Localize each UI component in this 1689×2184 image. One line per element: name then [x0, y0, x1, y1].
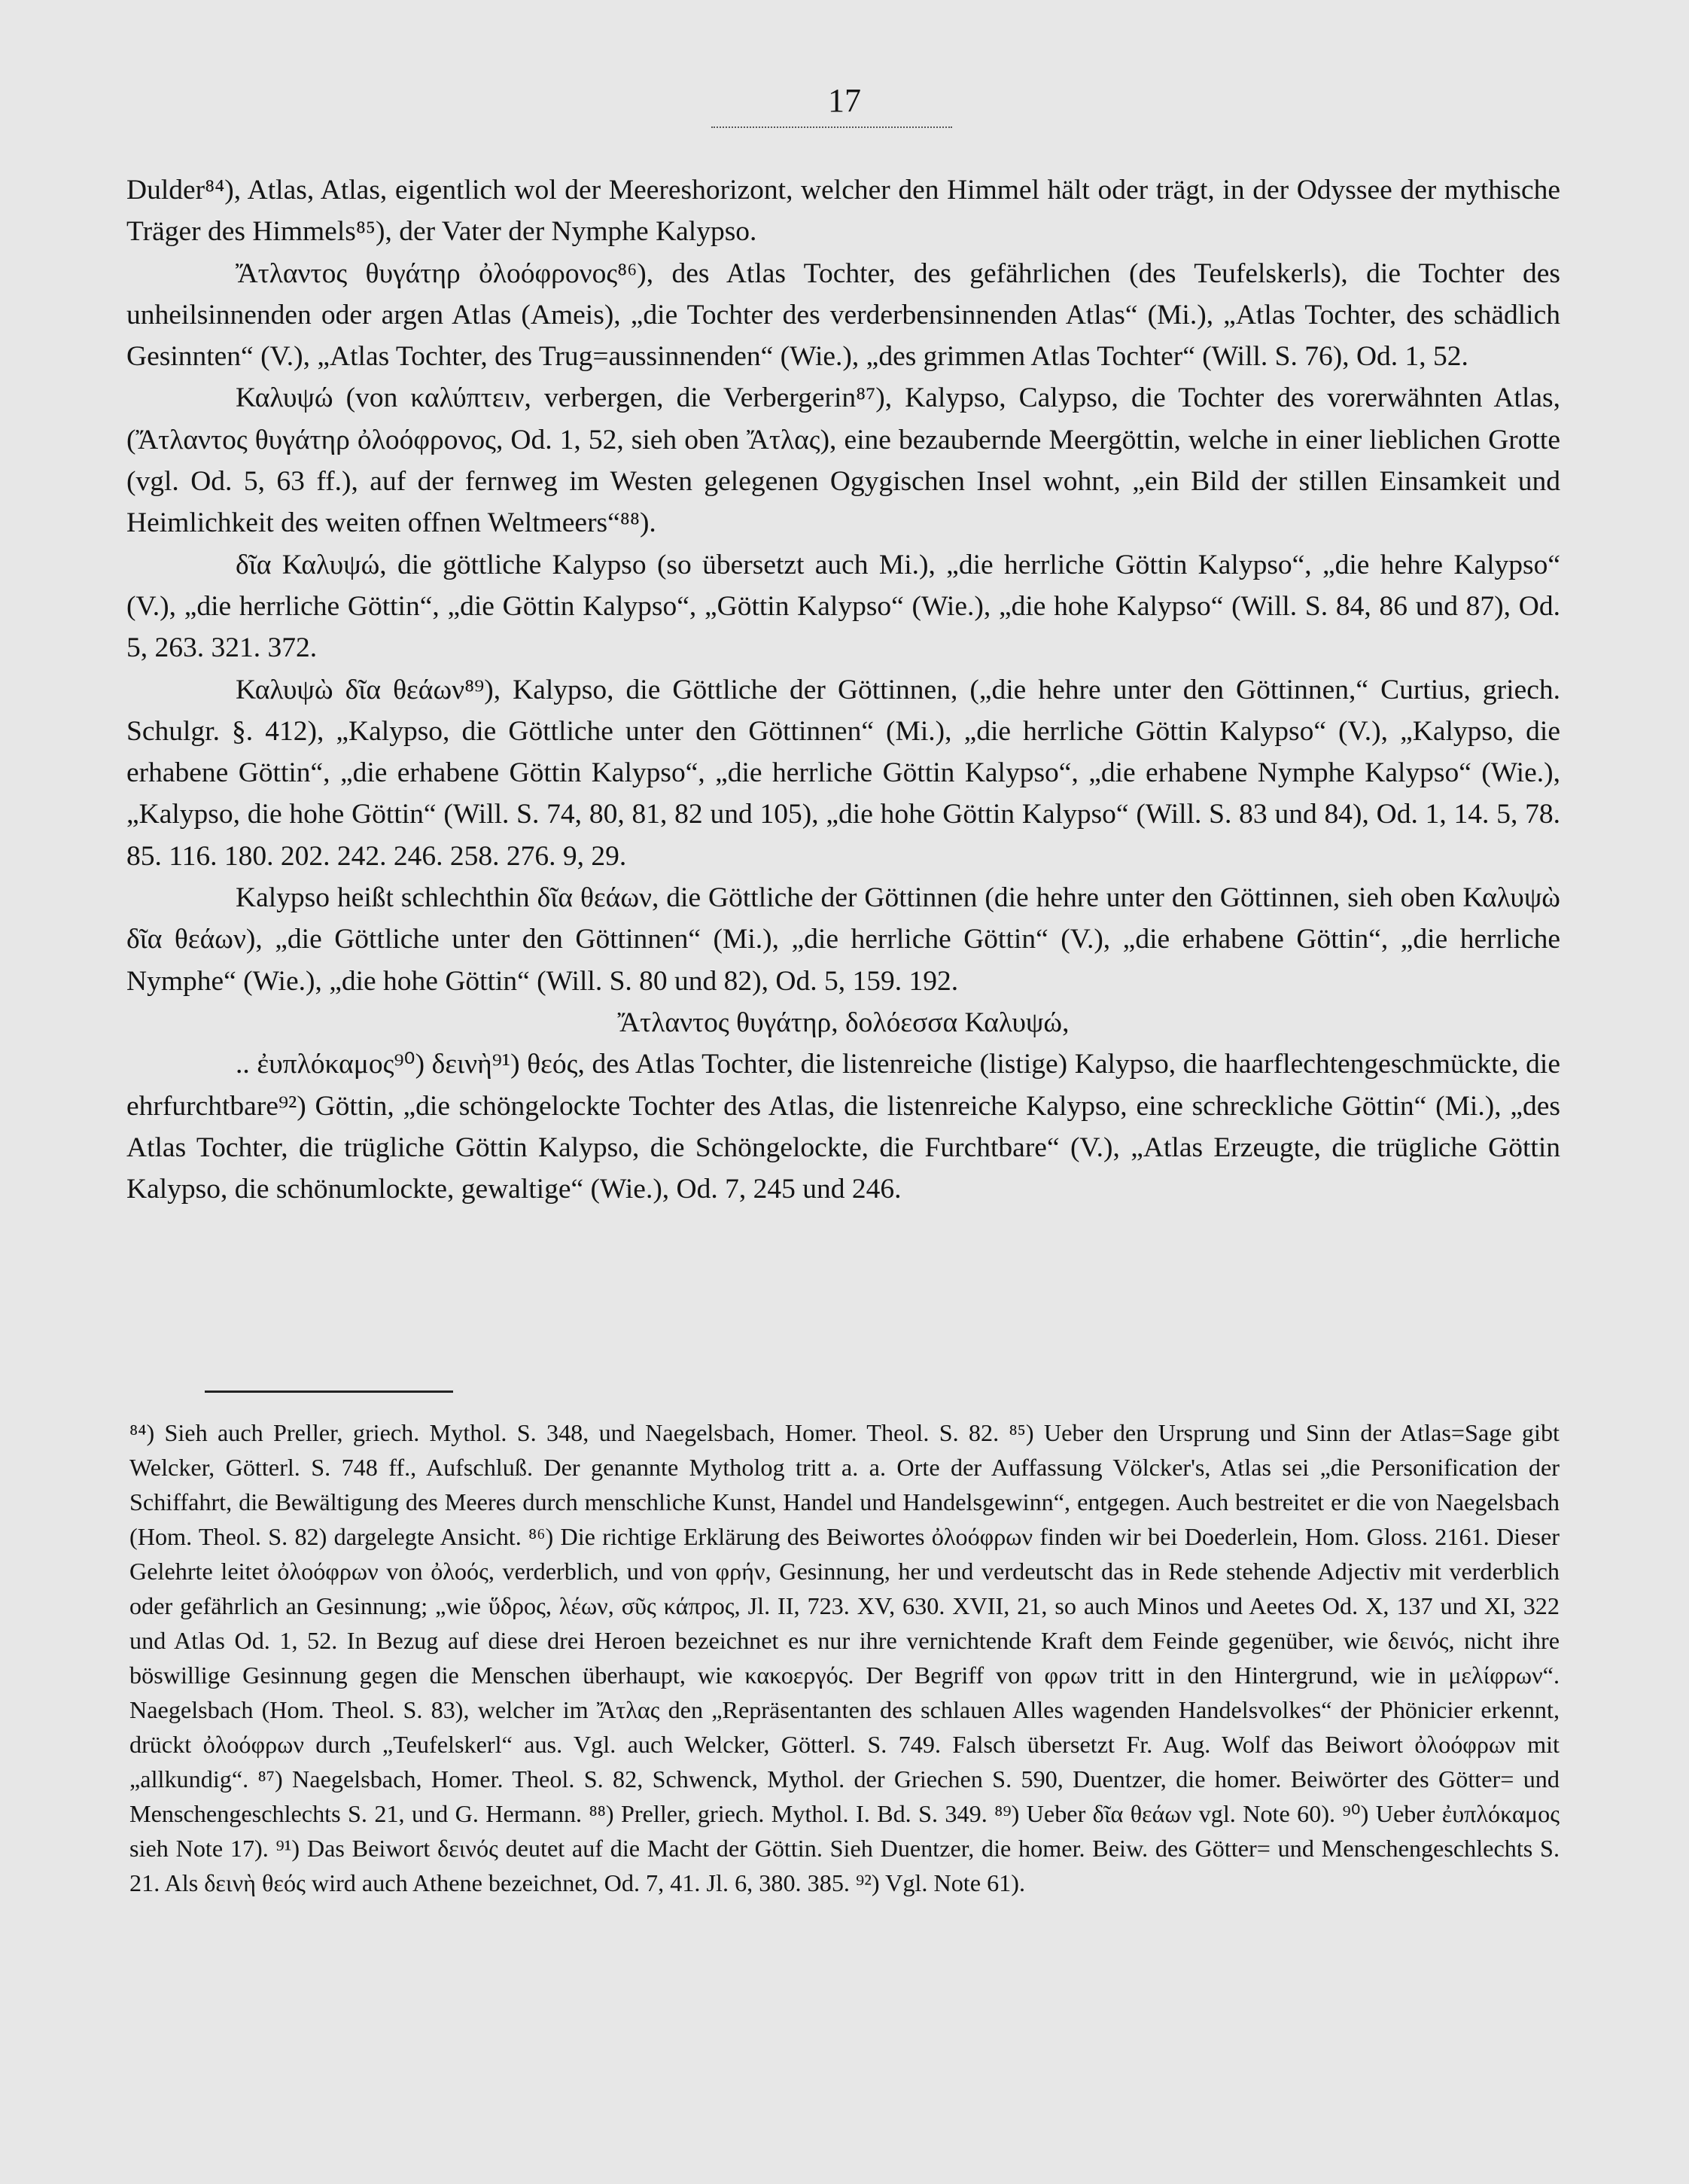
page-number: 17	[828, 82, 861, 119]
footnote-rule	[205, 1391, 453, 1393]
main-text	[126, 169, 1560, 1210]
verse-quote: Ἄτλαντος θυγάτηρ, δολόεσσα Καλυψώ,	[617, 1007, 1070, 1038]
paragraph-kalypso-heisst: Kalypso heißt schlechthin δῖα θεάων, die Göttliche der Göttinnen (die hehre unter den Göttinnen, sieh oben Καλυψὼ δῖα θεάων), „die Göttliche unter den Göttinnen“ (Mi.), „die herrliche Göttin“ (V.), „die erhabene Göttin“, „die herrliche Nymphe“ (Wie.), „die hohe Göttin“ (Will. S. 80 und 82), Od. 5, 159. 192.	[126, 882, 1560, 997]
paragraph-dia-kalypso: δῖα Καλυψώ, die göttliche Kalypso (so übersetzt auch Mi.), „die herrliche Göttin Kalypso“, „die hehre Kalypso“ (V.), „die herrliche Göttin“, „die Göttin Kalypso“, „Göttin Kalypso“ (Wie.), „die hohe Kalypso“ (Will. S. 84, 86 und 87), Od. 5, 263. 321. 372.	[126, 549, 1560, 664]
paragraph-dulder: Dulder⁸⁴), Atlas, Atlas, eigentlich wol der Meereshorizont, welcher den Himmel hält oder trägt, in der Odyssee der mythische Träger des Himmels⁸⁵), der Vater der Nymphe Kalypso.	[126, 175, 1560, 248]
paragraph-kalypso-origin: Καλυψώ (von καλύπτειν, verbergen, die Verbergerin⁸⁷), Kalypso, Calypso, die Tochter des vorerwähnten Atlas, (Ἄτλαντος θυγάτηρ ὀλοόφρονος, Od. 1, 52, sieh oben Ἄτλας), eine bezaubernde Meergöttin, welche in einer lieblichen Grotte (vgl. Od. 5, 63 ff.), auf der fernweg im Westen gelegenen Ogygischen Insel wohnt, „ein Bild der stillen Einsamkeit und Heimlichkeit des weiten offnen Weltmeers“⁸⁸).	[126, 382, 1560, 539]
paragraph-euplokamos: .. ἐυπλόκαμος⁹⁰) δεινὴ⁹¹) θεός, des Atlas Tochter, die listenreiche (listige) Kalypso, die haarflechtengeschmückte, die ehrfurchtbare⁹²) Göttin, „die schöngelockte Tochter des Atlas, die listenreiche Kalypso, eine schreckliche Göttin“ (Mi.), „des Atlas Tochter, die trügliche Göttin Kalypso, die Schöngelockte, die Furchtbare“ (V.), „Atlas Erzeugte, die trügliche Göttin Kalypso, die schönumlockte, gewaltige“ (Wie.), Od. 7, 245 und 246.	[126, 1049, 1560, 1205]
footnote-block: ⁸⁴) Sieh auch Preller, griech. Mythol. S. 348, und Naegelsbach, Homer. Theol. S. 82. ⁸⁵) Ueber den Ursprung und Sinn der Atlas=Sage gibt Welcker, Götterl. S. 748 ff., Aufschluß. Der genannte Mytholog tritt a. a. Orte der Auffassung Völcker's, Atlas sei „die Personification der Schiffahrt, die Bewältigung des Meeres durch menschliche Kunst, Handel und Handelsgewinn“, entgegen. Auch bestreitet er die von Naegelsbach (Hom. Theol. S. 82) dargelegte Ansicht. ⁸⁶) Die richtige Erklärung des Beiwortes ὀλοόφρων finden wir bei Doederlein, Hom. Gloss. 2161. Dieser Gelehrte leitet ὀλοόφρων von ὀλοός, verderblich, und von φρήν, Gesinnung, her und verdeutscht das in Rede stehende Adjectiv mit verderblich oder gefährlich an Gesinnung; „wie ὕδρος, λέων, σῦς κάπρος, Jl. II, 723. XV, 630. XVII, 21, so auch Minos und Aeetes Od. X, 137 und XI, 322 und Atlas Od. 1, 52. In Bezug auf diese drei Heroen bezeichnet es nur ihre vernichtende Kraft dem Feinde gegenüber, wie δεινός, nicht ihre böswillige Gesinnung gegen die Menschen überhaupt, wie κακοεργός. Der Begriff von φρων tritt in den Hintergrund, wie in μελίφρων“. Naegelsbach (Hom. Theol. S. 83), welcher im Ἄτλας den „Repräsentanten des schlauen Alles wagenden Handelsvolkes“ der Phönicier erkennt, drückt ὀλοόφρων durch „Teufelskerl“ aus. Vgl. auch Welcker, Götterl. S. 749. Falsch übersetzt Fr. Aug. Wolf das Beiwort ὀλοόφρων mit „allkundig“. ⁸⁷) Naegelsbach, Homer. Theol. S. 82, Schwenck, Mythol. der Griechen S. 590, Duentzer, die homer. Beiwörter des Götter= und Menschengeschlechts S. 21, und G. Hermann. ⁸⁸) Preller, griech. Mythol. I. Bd. S. 349. ⁸⁹) Ueber δῖα θεάων vgl. Note 60). ⁹⁰) Ueber ἐυπλόκαμος sieh Note 17). ⁹¹) Das Beiwort δεινός deutet auf die Macht der Göttin. Sieh Duentzer, die homer. Beiw. des Götter= und Menschengeschlechts S. 21. Als δεινὴ θεός wird auch Athene bezeichnet, Od. 7, 41. Jl. 6, 380. 385. ⁹²) Vgl. Note 61).	[129, 1419, 1560, 1896]
footnotes	[129, 1415, 1560, 1900]
paragraph-atlantos-thygater: Ἄτλαντος θυγάτηρ ὀλοόφρονος⁸⁶), des Atlas Tochter, des gefährlichen (des Teufelskerls), die Tochter des unheilsinnenden oder argen Atlas (Ameis), „die Tochter des verderbensinnenden Atlas“ (Mi.), „Atlas Tochter, des schädlich Gesinnten“ (V.), „Atlas Tochter, des Trug=aussinnenden“ (Wie.), „des grimmen Atlas Tochter“ (Will. S. 76), Od. 1, 52.	[126, 257, 1560, 373]
header-rule	[711, 126, 952, 128]
paragraph-dia-theaon: Καλυψὼ δῖα θεάων⁸⁹), Kalypso, die Göttliche der Göttinnen, („die hehre unter den Göttinnen,“ Curtius, griech. Schulgr. §. 412), „Kalypso, die Göttliche unter den Göttinnen“ (Mi.), „die herrliche Göttin Kalypso“ (V.), „Kalypso, die erhabene Göttin“, „die erhabene Göttin Kalypso“, „die herrliche Göttin Kalypso“, „die erhabene Nymphe Kalypso“ (Wie.), „Kalypso, die hohe Göttin“ (Will. S. 74, 80, 81, 82 und 105), „die hohe Göttin Kalypso“ (Will. S. 83 und 84), Od. 1, 14. 5, 78. 85. 116. 180. 202. 242. 246. 258. 276. 9, 29.	[126, 674, 1560, 872]
